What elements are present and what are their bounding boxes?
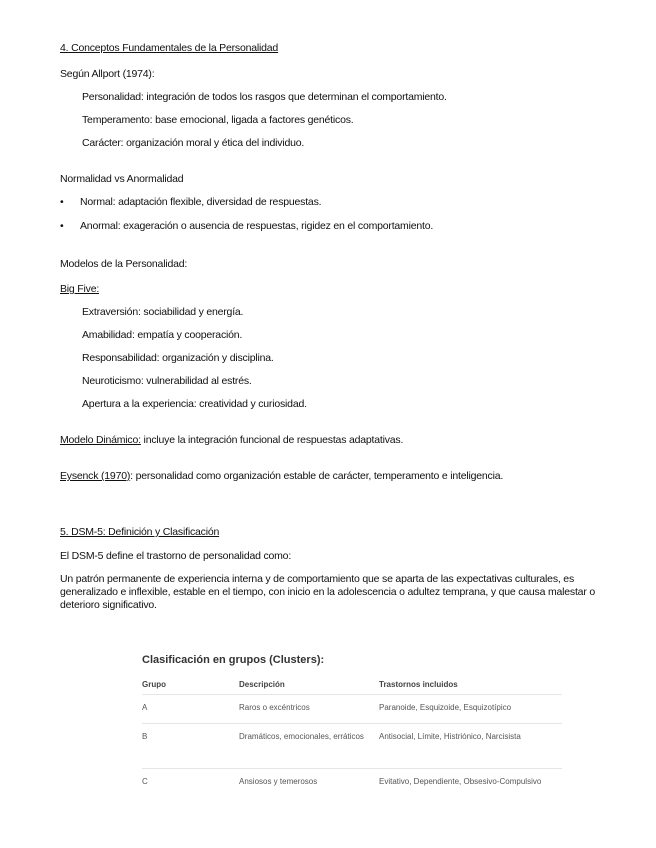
bigfive-item: Extraversión: sociabilidad y energía. (82, 306, 244, 318)
table-cell: Evitativo, Dependiente, Obsesivo-Compulsivo (379, 777, 542, 786)
modelos-title: Modelos de la Personalidad: (60, 258, 188, 270)
eysenck-label: Eysenck (1970) (60, 470, 131, 482)
normalidad-item: Normal: adaptación flexible, diversidad de respuestas. (80, 196, 322, 208)
eysenck-text: : personalidad como organización estable de carácter, temperamento e inteligencia. (130, 470, 504, 482)
table-row (142, 695, 562, 724)
table-header-cell: Descripción (239, 680, 285, 689)
allport-item: Carácter: organización moral y ética del individuo. (82, 137, 305, 149)
dinamico-line (60, 434, 403, 447)
table-row (142, 769, 562, 813)
normalidad-item: Anormal: exageración o ausencia de respuestas, rigidez en el comportamiento. (80, 220, 434, 232)
bullet-icon: • (60, 220, 64, 232)
dsm-intro: El DSM-5 define el trastorno de personalidad como: (60, 550, 292, 562)
bigfive-item: Amabilidad: empatía y cooperación. (82, 329, 243, 341)
section-5-heading: 5. DSM-5: Definición y Clasificación (60, 526, 220, 538)
section-4-heading: 4. Conceptos Fundamentales de la Personalidad (60, 42, 279, 54)
table-header-cell: Grupo (142, 680, 166, 689)
eysenck-line (60, 470, 503, 483)
clusters-table (142, 676, 562, 813)
dinamico-text: incluye la integración funcional de respuestas adaptativas. (140, 434, 404, 446)
table-header-cell: Trastornos incluidos (379, 680, 458, 689)
bullet-icon: • (60, 196, 64, 208)
table-cell: Raros o excéntricos (239, 703, 310, 712)
bigfive-title: Big Five: (60, 283, 100, 295)
allport-title: Según Allport (1974): (60, 68, 155, 80)
normalidad-title: Normalidad vs Anormalidad (60, 173, 184, 185)
table-cell: B (142, 732, 148, 741)
bigfive-item: Apertura a la experiencia: creatividad y curiosidad. (82, 398, 307, 410)
bigfive-item: Responsabilidad: organización y disciplina. (82, 352, 274, 364)
table-row (142, 724, 562, 769)
dinamico-label: Modelo Dinámico: (60, 434, 141, 446)
bigfive-item: Neuroticismo: vulnerabilidad al estrés. (82, 375, 252, 387)
table-header-row (142, 676, 562, 695)
table-cell: Dramáticos, emocionales, erráticos (239, 732, 364, 741)
table-cell: Ansiosos y temerosos (239, 777, 318, 786)
table-cell: A (142, 703, 148, 712)
allport-item: Temperamento: base emocional, ligada a factores genéticos. (82, 114, 354, 126)
allport-item: Personalidad: integración de todos los rasgos que determinan el comportamiento. (82, 91, 447, 103)
table-cell: Paranoide, Esquizoide, Esquizotípico (379, 703, 512, 712)
table-cell: C (142, 777, 148, 786)
table-cell: Antisocial, Límite, Histriónico, Narcisista (379, 732, 521, 741)
table-title: Clasificación en grupos (Clusters): (142, 654, 325, 666)
dsm-definition: Un patrón permanente de experiencia interna y de comportamiento que se aparta de las expectativas culturales, es generalizado e inflexible, estable en el tiempo, con inicio en la adolescencia o adultez temprana, y que causa malestar o deterioro significativo. (60, 573, 595, 611)
